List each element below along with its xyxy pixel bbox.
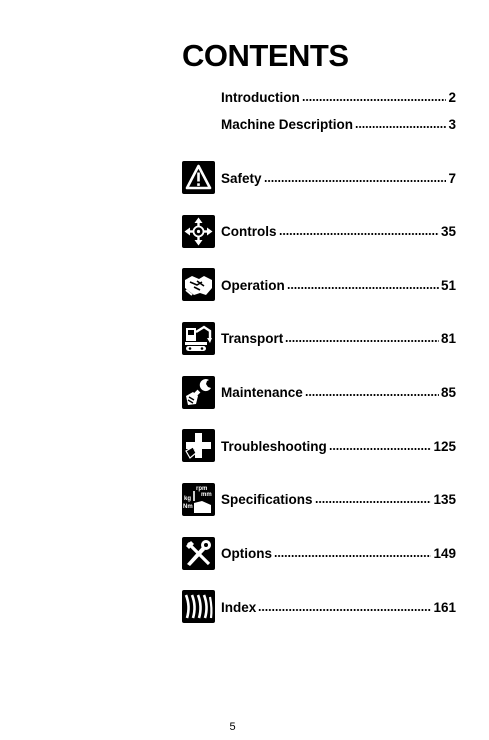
toc-entry-introduction[interactable] bbox=[221, 87, 456, 107]
toc-entry-maintenance[interactable] bbox=[221, 382, 456, 402]
toc-leader-dots bbox=[305, 393, 439, 397]
toc-label: Options bbox=[221, 545, 272, 561]
toc-label: Introduction bbox=[221, 89, 300, 105]
toc-label: Safety bbox=[221, 170, 262, 186]
toc-label: Transport bbox=[221, 330, 284, 346]
toc-page: 3 bbox=[448, 116, 456, 132]
toc-leader-dots bbox=[315, 500, 432, 504]
toc-entry-safety[interactable] bbox=[221, 168, 456, 188]
toc-page: 125 bbox=[433, 438, 456, 454]
toc-label: Operation bbox=[221, 277, 285, 293]
toc-leader-dots bbox=[355, 125, 446, 129]
toc-entry-options[interactable] bbox=[221, 543, 456, 563]
toc-leader-dots bbox=[258, 608, 431, 612]
mm-label: mm bbox=[201, 492, 212, 498]
tools-crossed-icon bbox=[182, 537, 215, 570]
arrows-joystick-icon bbox=[182, 215, 215, 248]
nm-label: Nm bbox=[183, 504, 193, 510]
contents-title: CONTENTS bbox=[182, 38, 349, 73]
excavator-icon bbox=[182, 322, 215, 355]
toc-leader-dots bbox=[279, 232, 439, 236]
toc-page: 149 bbox=[433, 545, 456, 561]
units-gauge-icon bbox=[182, 483, 215, 516]
toc-leader-dots bbox=[274, 554, 431, 558]
toc-page: 81 bbox=[440, 330, 456, 346]
kg-label: kg bbox=[184, 496, 192, 502]
toc-page: 161 bbox=[433, 599, 456, 615]
toc-label: Index bbox=[221, 599, 257, 615]
toc-leader-dots bbox=[285, 339, 439, 343]
toc-leader-dots bbox=[329, 447, 432, 451]
toc-entry-operation[interactable] bbox=[221, 275, 456, 295]
handshake-icon bbox=[182, 268, 215, 301]
toc-entry-controls[interactable] bbox=[221, 221, 456, 241]
wrench-hand-icon bbox=[182, 376, 215, 409]
toc-entry-machine-description[interactable] bbox=[221, 114, 456, 134]
toc-label: Specifications bbox=[221, 491, 313, 507]
page-number: 5 bbox=[229, 721, 236, 733]
toc-label: Controls bbox=[221, 223, 277, 239]
toc-page: 135 bbox=[433, 491, 456, 507]
toc-leader-dots bbox=[264, 179, 447, 183]
toc-leader-dots bbox=[302, 98, 447, 102]
toc-entry-index[interactable] bbox=[221, 597, 456, 617]
toc-entry-transport[interactable] bbox=[221, 328, 456, 348]
toc-page: 51 bbox=[440, 277, 456, 293]
toc-page: 85 bbox=[440, 384, 456, 400]
toc-entry-specifications[interactable] bbox=[221, 489, 456, 509]
rpm-label: rpm bbox=[196, 486, 208, 492]
toc-page: 35 bbox=[440, 223, 456, 239]
toc-label: Troubleshooting bbox=[221, 438, 327, 454]
toc-leader-dots bbox=[287, 286, 439, 290]
toc-label: Maintenance bbox=[221, 384, 303, 400]
warning-triangle-icon bbox=[182, 161, 215, 194]
book-pages-icon bbox=[182, 590, 215, 623]
toc-page: 2 bbox=[448, 89, 456, 105]
first-aid-cross-icon bbox=[182, 429, 215, 462]
toc-page: 7 bbox=[448, 170, 456, 186]
toc-entry-troubleshooting[interactable] bbox=[221, 436, 456, 456]
toc-label: Machine Description bbox=[221, 116, 354, 132]
